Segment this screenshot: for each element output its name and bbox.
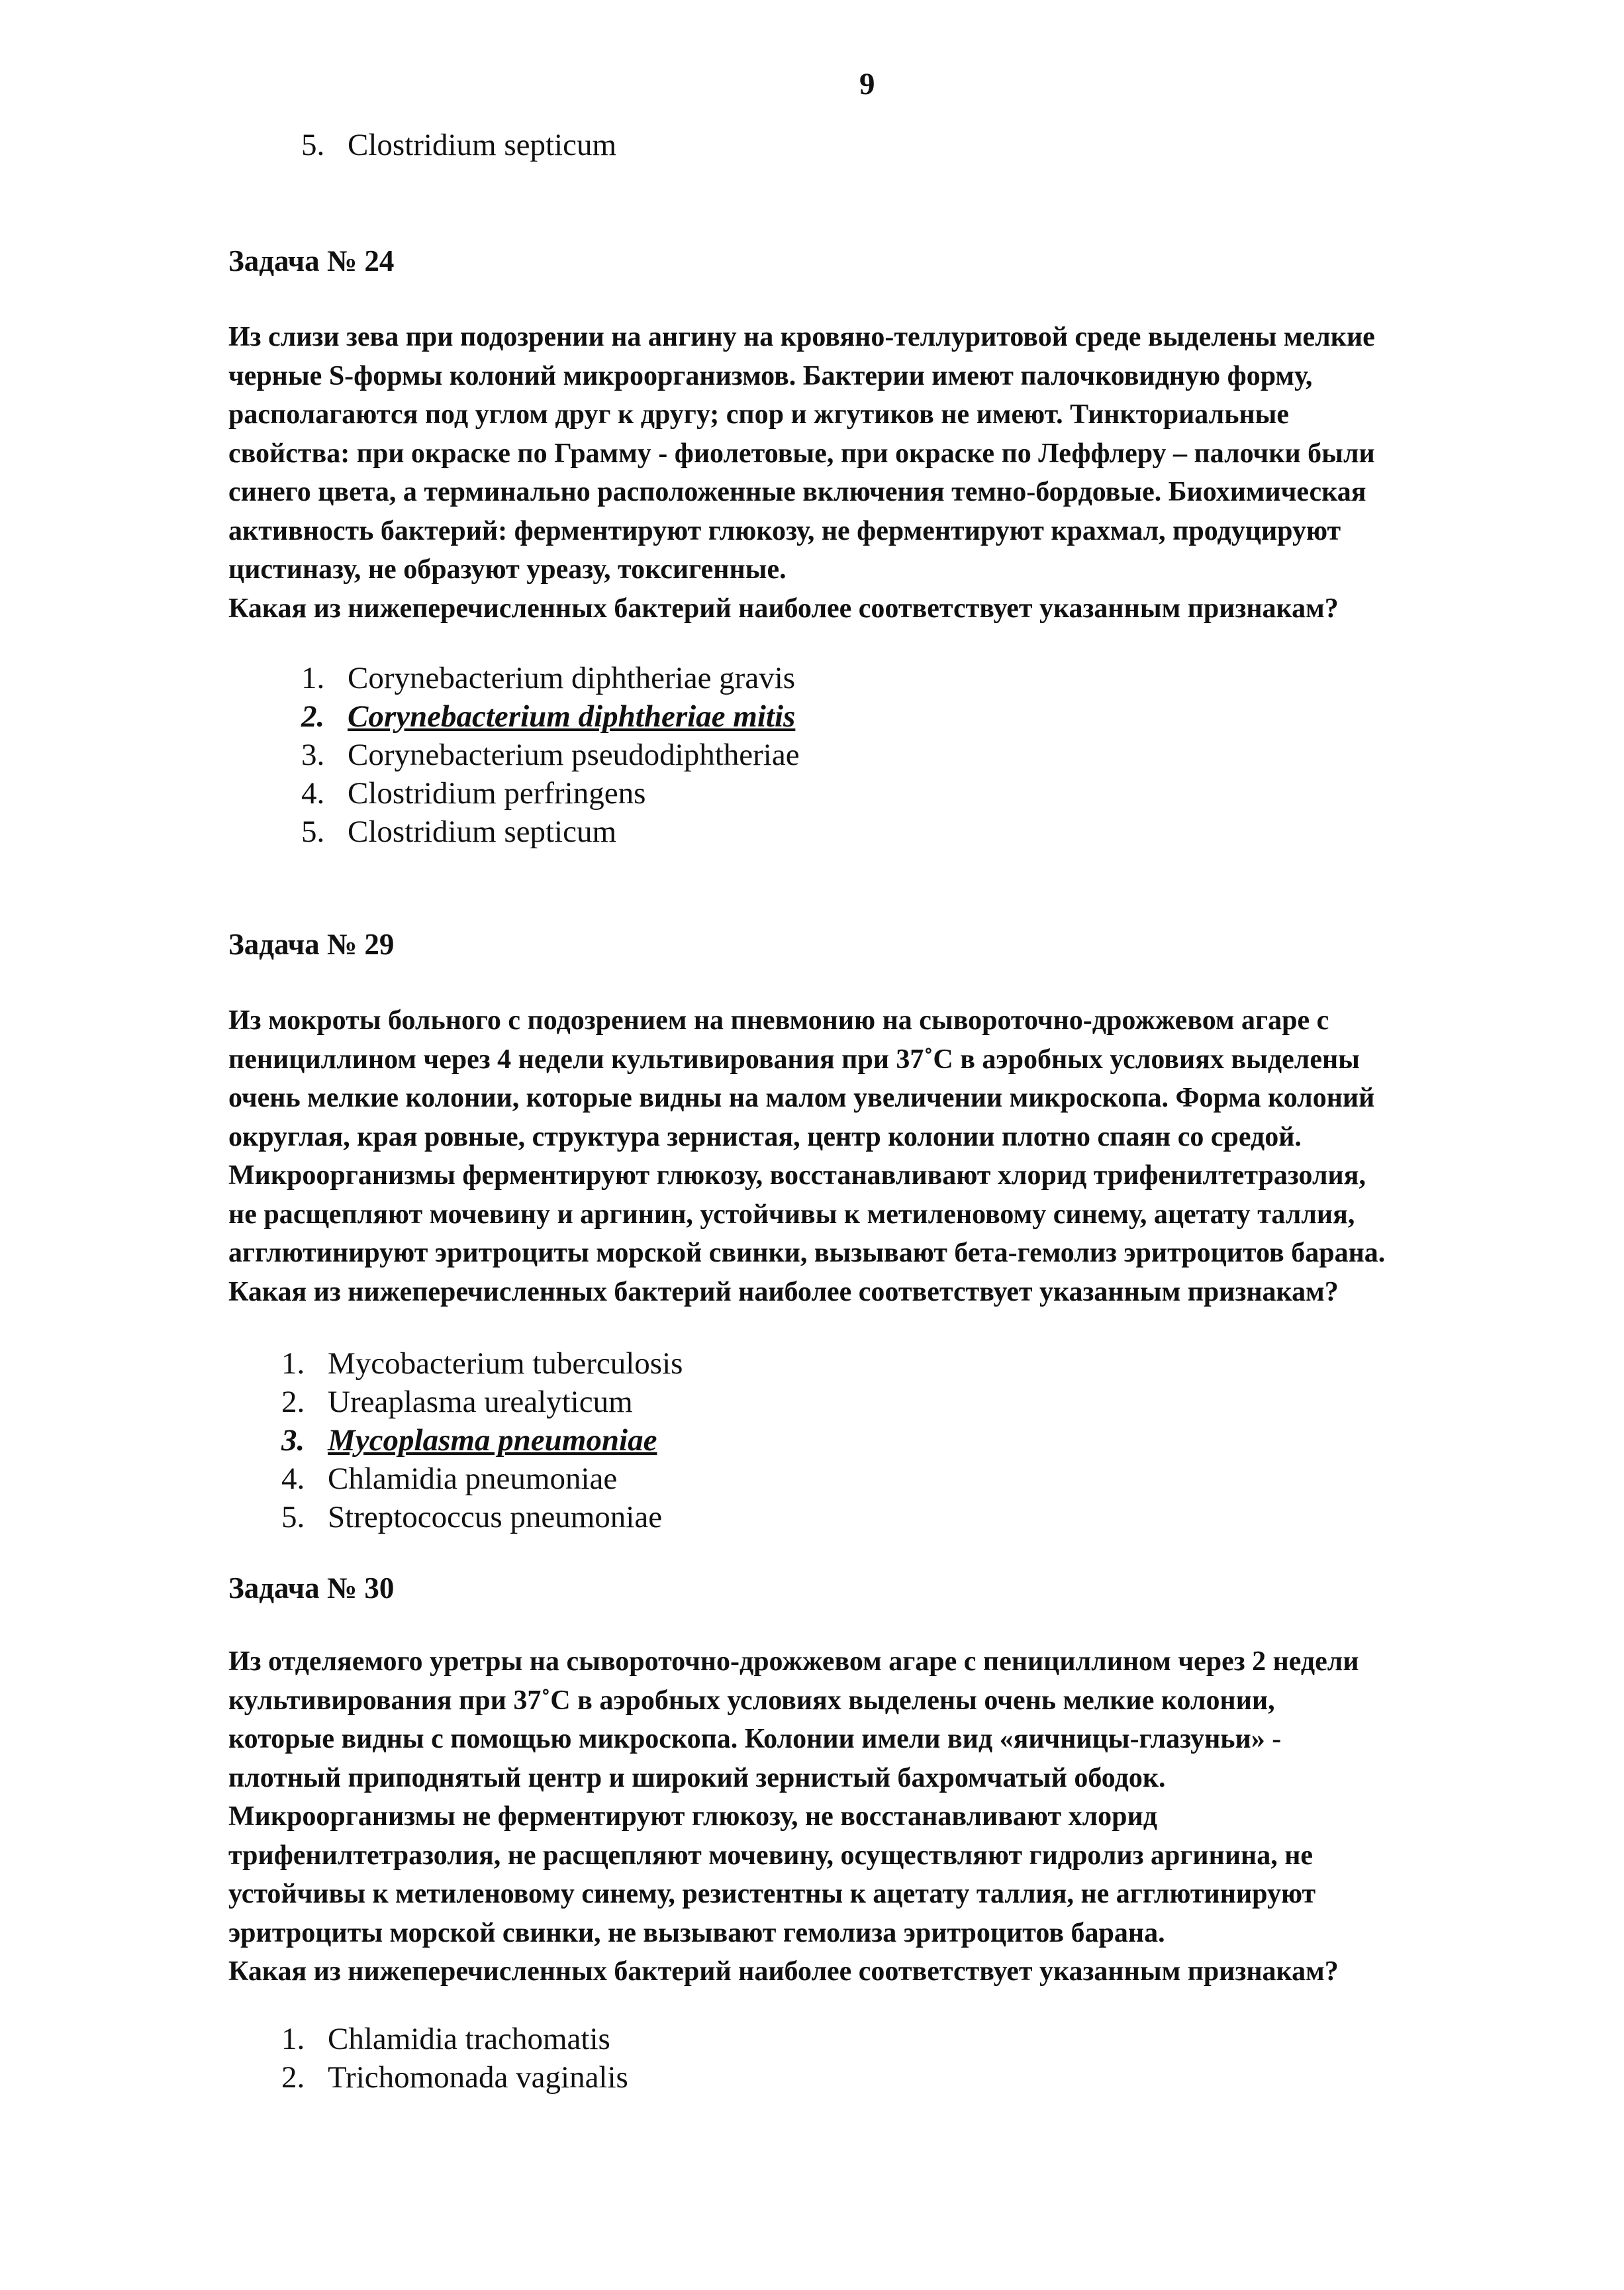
- text-line: плотный приподнятый центр и широкий зернистый бахромчатый ободок.: [228, 1762, 1166, 1793]
- text-line: синего цвета, а терминально расположенные включения темно-бордовые. Биохимическая: [228, 477, 1366, 507]
- page-number: 9: [859, 67, 875, 101]
- option-number: 4.: [281, 1462, 305, 1496]
- answer-option: [301, 659, 800, 697]
- text-line: которые видны с помощью микроскопа. Колонии имели вид «яичницы-глазуньи» -: [228, 1724, 1282, 1754]
- text-line: округлая, края ровные, структура зернистая, центр колонии плотно спаян со средой.: [228, 1121, 1302, 1152]
- answer-option: [281, 1344, 683, 1383]
- answer-option: [281, 2020, 628, 2058]
- option-number: 2.: [281, 2060, 305, 2095]
- task-29-text: [228, 1001, 1519, 1311]
- answer-option: [301, 126, 616, 164]
- option-number: 3.: [301, 738, 325, 772]
- option-number: 3.: [281, 1423, 305, 1458]
- task-30-answer-list: [281, 2020, 628, 2097]
- answer-option: [301, 813, 800, 851]
- text-line: Из отделяемого уретры на сывороточно-дрожжевом агаре с пенициллином через 2 недели: [228, 1646, 1359, 1677]
- task-24-heading: Задача № 24: [228, 244, 395, 277]
- option-number: 5.: [281, 1500, 305, 1534]
- task-29-answer-list: [281, 1344, 683, 1536]
- text-line: черные S-формы колоний микроорганизмов. Бактерии имеют палочковидную форму,: [228, 360, 1313, 391]
- text-line: свойства: при окраске по Грамму - фиолетовые, при окраске по Леффлеру – палочки были: [228, 438, 1375, 469]
- top-answer-list: [301, 126, 616, 164]
- option-text: Trichomonada vaginalis: [328, 2060, 628, 2095]
- task-30-text: [228, 1642, 1519, 1991]
- text-line: Микроорганизмы ферментируют глюкозу, восстанавливают хлорид трифенилтетразолия,: [228, 1160, 1366, 1191]
- text-line: не расщепляют мочевину и аргинин, устойчивы к метиленовому синему, ацетату таллия,: [228, 1199, 1355, 1230]
- option-text: Mycoplasma pneumoniae: [328, 1423, 657, 1458]
- option-number: 2.: [301, 699, 325, 734]
- option-text: Clostridium septicum: [348, 128, 617, 162]
- option-number: 5.: [301, 815, 325, 849]
- option-text: Ureaplasma urealyticum: [328, 1385, 633, 1419]
- text-line: располагаются под углом друг к другу; спор и жгутиков не имеют. Тинкториальные: [228, 399, 1290, 430]
- text-line: Какая из нижеперечисленных бактерий наиболее соответствует указанным признакам?: [228, 593, 1339, 624]
- answer-option-correct: [281, 1421, 683, 1460]
- text-line: эритроциты морской свинки, не вызывают гемолиза эритроцитов барана.: [228, 1917, 1165, 1948]
- option-text: Corynebacterium diphtheriae gravis: [348, 661, 796, 695]
- option-text: Clostridium perfringens: [348, 776, 646, 811]
- option-number: 1.: [281, 2022, 305, 2056]
- answer-option-correct: [301, 697, 800, 736]
- option-number: 1.: [301, 661, 325, 695]
- answer-option: [281, 1498, 683, 1536]
- answer-option: [281, 1383, 683, 1421]
- text-line: цистиназу, не образуют уреазу, токсигенные.: [228, 554, 787, 585]
- text-line: трифенилтетразолия, не расщепляют мочевину, осуществляют гидролиз аргинина, не: [228, 1840, 1314, 1871]
- answer-option: [281, 1460, 683, 1498]
- answer-option: [301, 774, 800, 813]
- task-24-answer-list: [301, 659, 800, 851]
- answer-option: [301, 736, 800, 774]
- option-text: Mycobacterium tuberculosis: [328, 1346, 683, 1381]
- text-line: пенициллином через 4 недели культивирования при 37˚С в аэробных условиях выделены: [228, 1044, 1360, 1075]
- option-number: 2.: [281, 1385, 305, 1419]
- text-line: Из слизи зева при подозрении на ангину на кровяно-теллуритовой среде выделены мелкие: [228, 322, 1375, 352]
- option-text: Corynebacterium diphtheriae mitis: [348, 699, 796, 734]
- text-line: Из мокроты больного с подозрением на пневмонию на сывороточно-дрожжевом агаре с: [228, 1005, 1329, 1036]
- option-number: 5.: [301, 128, 325, 162]
- text-line: культивирования при 37˚С в аэробных условиях выделены очень мелкие колонии,: [228, 1685, 1275, 1716]
- task-30-heading: Задача № 30: [228, 1571, 395, 1605]
- option-text: Corynebacterium pseudodiphtheriae: [348, 738, 800, 772]
- option-text: Streptococcus pneumoniae: [328, 1500, 663, 1534]
- answer-option: [281, 2058, 628, 2097]
- task-24-text: [228, 318, 1519, 628]
- option-number: 4.: [301, 776, 325, 811]
- option-text: Chlamidia pneumoniae: [328, 1462, 618, 1496]
- text-line: Какая из нижеперечисленных бактерий наиболее соответствует указанным признакам?: [228, 1276, 1339, 1307]
- task-29-heading: Задача № 29: [228, 928, 395, 961]
- option-number: 1.: [281, 1346, 305, 1381]
- text-line: очень мелкие колонии, которые видны на малом увеличении микроскопа. Форма колоний: [228, 1083, 1375, 1113]
- text-line: устойчивы к метиленовому синему, резистентны к ацетату таллия, не агглютинируют: [228, 1879, 1316, 1909]
- text-line: Какая из нижеперечисленных бактерий наиболее соответствует указанным признакам?: [228, 1956, 1339, 1987]
- text-line: активность бактерий: ферментируют глюкозу, не ферментируют крахмал, продуцируют: [228, 515, 1341, 546]
- text-line: Микроорганизмы не ферментируют глюкозу, не восстанавливают хлорид: [228, 1801, 1157, 1832]
- option-text: Clostridium septicum: [348, 815, 617, 849]
- option-text: Chlamidia trachomatis: [328, 2022, 610, 2056]
- text-line: агглютинируют эритроциты морской свинки, вызывают бета-гемолиз эритроцитов барана.: [228, 1238, 1386, 1268]
